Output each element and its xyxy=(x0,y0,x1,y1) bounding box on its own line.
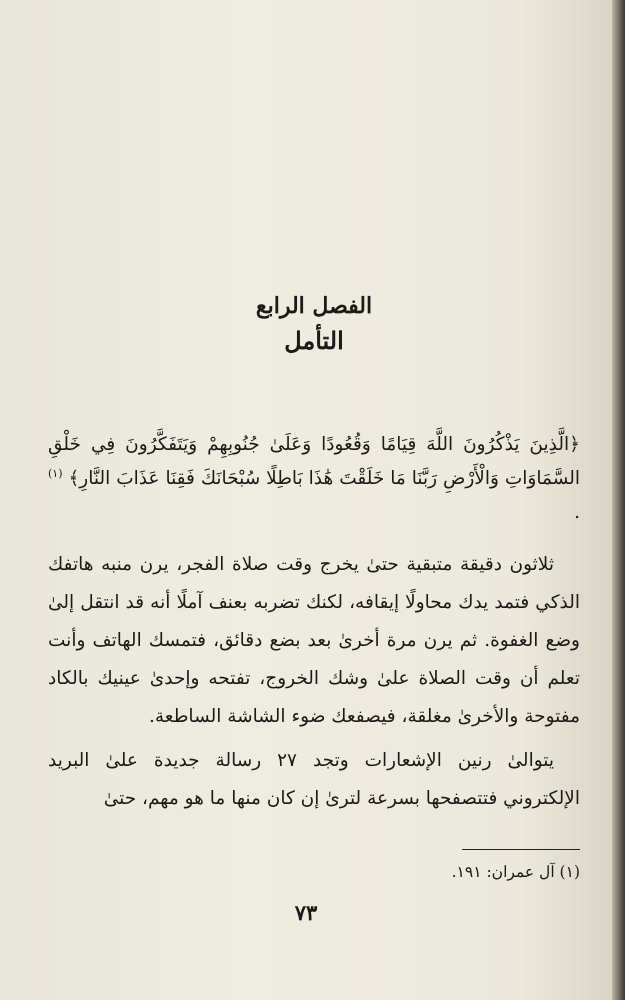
body-paragraph: يتوالىٰ رنين الإشعارات وتجد ٢٧ رسالة جديدة علىٰ البريد الإلكتروني فتتصفحها بسرعة لترىٰ إن كان منها ما هو مهم، حتىٰ xyxy=(48,750,580,809)
chapter-heading: الفصل الرابع xyxy=(255,293,373,319)
footnote: (١) آل عمران: ١٩١. xyxy=(451,863,580,881)
book-spine-edge xyxy=(612,0,625,1000)
footnote-reference: (١) xyxy=(48,466,63,480)
verse-text: ﴿الَّذِينَ يَذْكُرُونَ اللَّهَ قِيَامًا وَقُعُودًا وَعَلَىٰ جُنُوبِهِمْ وَيَتَفَكَّرُونَ فِي خَلْقِ السَّمَاوَاتِ وَالْأَرْضِ رَبَّنَا مَا خَلَقْتَ هَٰذَا بَاطِلًا سُبْحَانَكَ فَقِنَا عَذَابَ النَّارِ﴾ xyxy=(48,434,580,489)
quran-verse xyxy=(48,428,580,530)
body-paragraph: ثلاثون دقيقة متبقية حتىٰ يخرج وقت صلاة الفجر، يرن منبه هاتفك الذكي فتمد يدك محاولًا إيقافه، لكنك تضربه بعنف آملًا أنه قد انتقل إلىٰ وضع الغفوة. ثم يرن مرة أخرىٰ بعد بضع دقائق، فتمسك الهاتف وأنت تعلم أن وقت الصلاة علىٰ وشك الخروج، تفتحه وإحدىٰ عينيك بالكاد مفتوحة والأخرىٰ مغلقة، فيصفعك ضوء الشاشة الساطعة. xyxy=(48,554,580,727)
footnote-divider xyxy=(462,849,580,850)
page-content xyxy=(48,290,580,818)
page-number: ٧٣ xyxy=(294,900,318,925)
chapter-title: التأمل xyxy=(284,326,344,355)
verse-end-mark: . xyxy=(574,502,580,523)
